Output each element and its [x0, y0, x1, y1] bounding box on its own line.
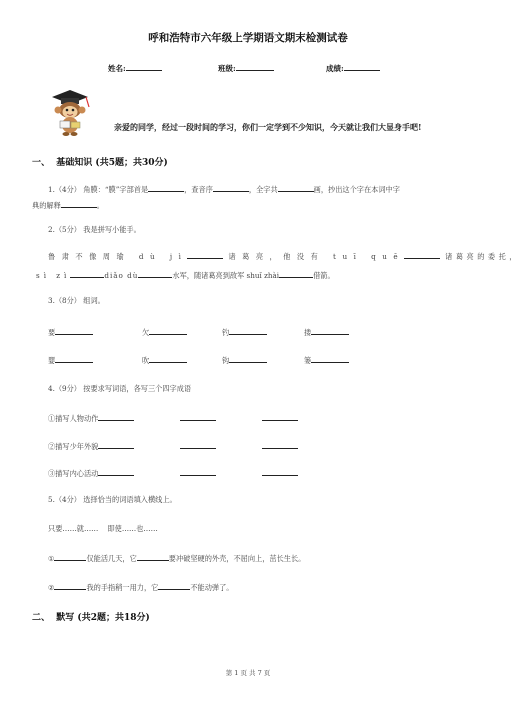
page-footer: 第 1 页 共 7 页 [225, 669, 271, 677]
q3-item: 搂 [304, 326, 349, 338]
q3-item: 钩 [222, 354, 267, 366]
blank[interactable] [137, 552, 169, 561]
mascot-icon [44, 88, 96, 138]
blank[interactable] [278, 183, 314, 192]
q4-row: ①描写人物动作 [48, 412, 298, 424]
blank[interactable] [98, 467, 134, 476]
name-blank[interactable] [126, 62, 162, 71]
q3-item: 篓 [304, 354, 349, 366]
score-blank[interactable] [344, 62, 380, 71]
blank[interactable] [138, 269, 172, 278]
q3-item: 钓 [222, 326, 267, 338]
blank[interactable] [311, 354, 349, 363]
blank[interactable] [279, 269, 313, 278]
q3-item: 要 [48, 326, 93, 338]
blank[interactable] [180, 440, 216, 449]
q5-line-2: ② 我的手指稍一用力，它 不能动弹了。 [48, 583, 234, 592]
q3-item: 欠 [142, 326, 187, 338]
greeting-text: 亲爱的同学，经过一段时间的学习，你们一定学到不少知识，今天就让我们大显身手吧! [114, 122, 422, 132]
class-field: 班级: [218, 62, 274, 74]
q4-row: ②描写少年外貌 [48, 440, 298, 452]
q3-item: 吹 [142, 354, 187, 366]
blank[interactable] [229, 326, 267, 335]
blank[interactable] [55, 354, 93, 363]
section-2-heading: 二、 默写 (共2题；共18分) [32, 613, 150, 623]
blank[interactable] [61, 199, 97, 208]
blank[interactable] [180, 467, 216, 476]
class-blank[interactable] [236, 62, 274, 71]
question-4: 4.（9分） 按要求写词语，各写三个四字成语 [48, 384, 192, 393]
page-title: 呼和浩特市六年级上学期语文期末检测试卷 [148, 32, 348, 44]
q4-row: ③描写内心活动 [48, 467, 298, 479]
question-5: 5.（4分） 选择恰当的词语填入横线上。 [48, 495, 177, 504]
blank[interactable] [54, 581, 86, 590]
blank[interactable] [55, 326, 93, 335]
blank[interactable] [262, 412, 298, 421]
blank[interactable] [262, 467, 298, 476]
blank[interactable] [180, 412, 216, 421]
blank[interactable] [262, 440, 298, 449]
blank[interactable] [98, 412, 134, 421]
question-2-line-1: 鲁肃不像周瑜 dù jì 诸葛亮，他没有 tuī quē 诸葛亮的委托， [48, 252, 520, 261]
q5-line-1: ① 仅能活几天，它 要冲破坚硬的外壳，不屈向上，茁长生长。 [48, 554, 306, 563]
blank[interactable] [149, 326, 187, 335]
name-field: 姓名: [108, 62, 162, 74]
blank[interactable] [404, 250, 440, 259]
question-3: 3.（8分） 组词。 [48, 296, 105, 305]
section-1-heading: 一、 基础知识 (共5题；共30分) [32, 158, 168, 168]
blank[interactable] [54, 552, 86, 561]
blank[interactable] [213, 183, 249, 192]
question-1: 1.（4分） 角膜：“膜”字部首是 ，查音序 ，全字共 画，抄出这个字在本词中字 [48, 185, 400, 194]
score-field: 成绩: [326, 62, 380, 74]
q5-options: 只要……就…… 即使……也…… [48, 524, 158, 533]
blank[interactable] [311, 326, 349, 335]
q3-item: 婴 [48, 354, 93, 366]
blank[interactable] [149, 354, 187, 363]
blank[interactable] [229, 354, 267, 363]
question-1-cont: 典的解释 。 [32, 201, 104, 210]
blank[interactable] [70, 269, 104, 278]
blank[interactable] [158, 581, 190, 590]
question-2: 2.（5分） 我是拼写小能手。 [48, 225, 141, 234]
blank[interactable] [98, 440, 134, 449]
question-2-line-2: sì zì diǎo dù 水军，随诸葛亮到敌军 shuǐ zhài 借箭。 [36, 271, 335, 280]
blank[interactable] [148, 183, 184, 192]
blank[interactable] [187, 250, 223, 259]
